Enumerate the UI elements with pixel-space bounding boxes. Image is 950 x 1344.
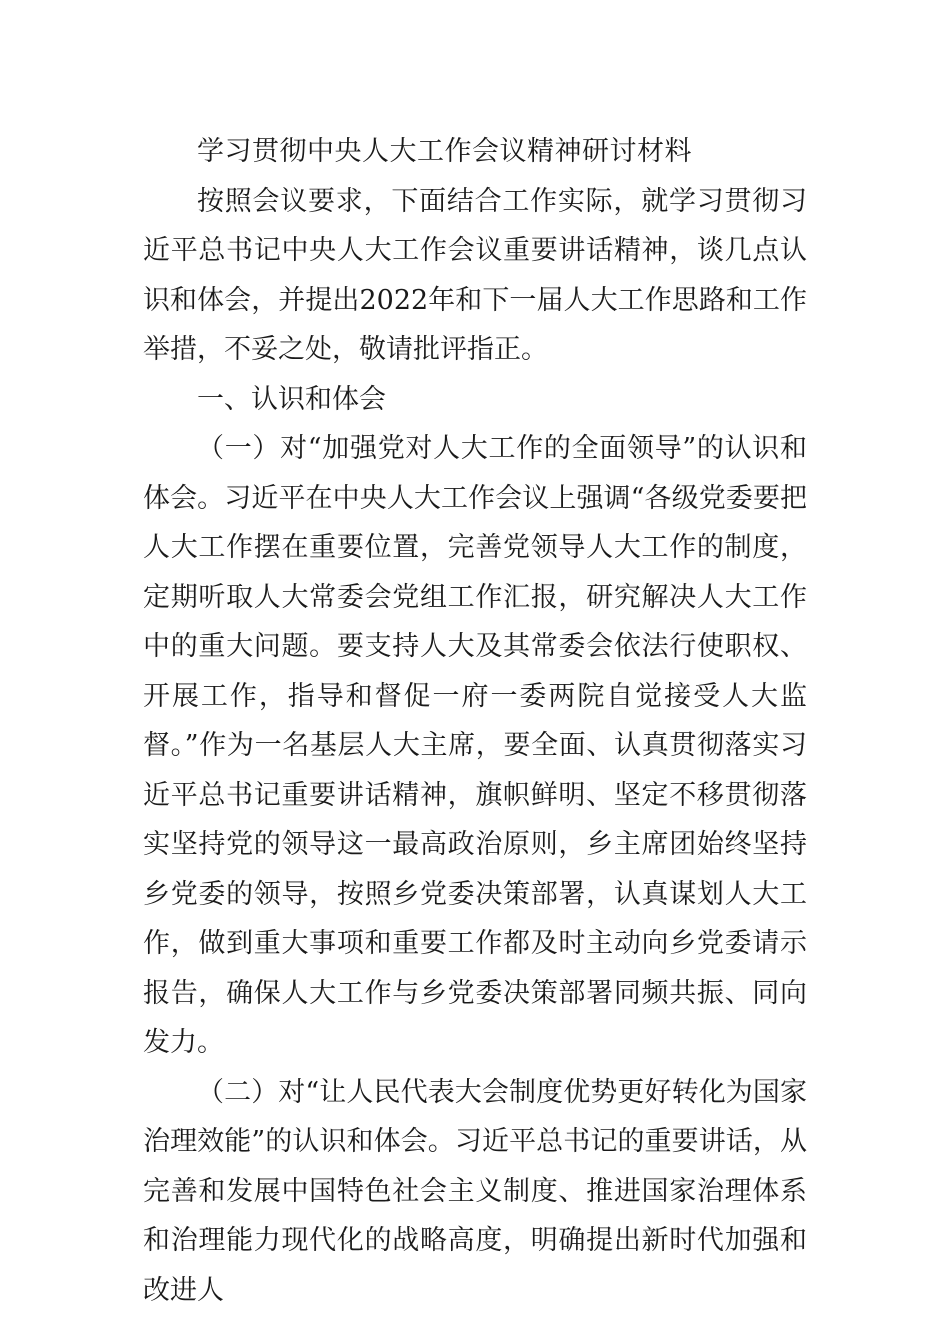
intro-paragraph: 按照会议要求，下面结合工作实际，就学习贯彻习近平总书记中央人大工作会议重要讲话精神，谈几点认识和体会，并提出2022年和下一届人大工作思路和工作举措，不妥之处，敬请批评指正。 (143, 185, 807, 365)
document-body (143, 127, 807, 1315)
body-paragraph: （一）对“加强党对人大工作的全面领导”的认识和体会。习近平在中央人大工作会议上强调“各级党委要把人大工作摆在重要位置，完善党领导人大工作的制度，定期听取人大常委会党组工作汇报，研究解决人大工作中的重大问题。要支持人大及其常委会依法行使职权、开展工作，指导和督促一府一委两院自觉接受人大监督。”作为一名基层人大主席，要全面、认真贯彻落实习近平总书记重要讲话精神，旗帜鲜明、坚定不移贯彻落实坚持党的领导这一最高政治原则，乡主席团始终坚持乡党委的领导，按照乡党委决策部署，认真谋划人大工作，做到重大事项和重要工作都及时主动向乡党委请示报告，确保人大工作与乡党委决策部署同频共振、同向发力。 (143, 433, 807, 1058)
section-heading: 一、认识和体会 (197, 383, 386, 415)
document-title: 学习贯彻中央人大工作会议精神研讨材料 (197, 136, 692, 167)
body-paragraph: （二）对“让人民代表大会制度优势更好转化为国家治理效能”的认识和体会。习近平总书记的重要讲话，从完善和发展中国特色社会主义制度、推进国家治理体系和治理能力现代化的战略高度，明确提出新时代加强和改进人 (143, 1076, 807, 1306)
